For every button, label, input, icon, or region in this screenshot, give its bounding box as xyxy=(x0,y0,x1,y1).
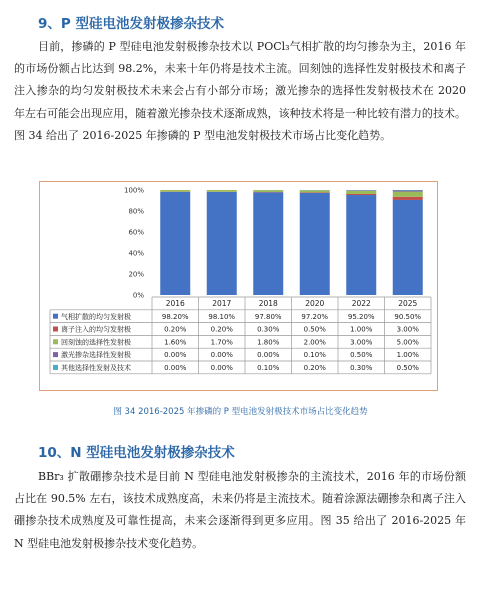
bar-segment xyxy=(393,200,423,295)
data-label: 5.00% xyxy=(396,338,419,347)
bar-segment xyxy=(393,190,423,191)
bar-segment xyxy=(253,192,283,295)
legend-swatch xyxy=(53,365,58,370)
data-label: 0.10% xyxy=(303,351,326,360)
data-label: 0.50% xyxy=(350,351,373,360)
data-label: 0.20% xyxy=(164,325,187,334)
bar-segment xyxy=(346,190,376,191)
bar-segment xyxy=(160,192,190,295)
x-tick-label: 2025 xyxy=(398,299,418,309)
data-label: 97.80% xyxy=(254,312,282,321)
bar-segment xyxy=(346,191,376,194)
y-tick-label: 100% xyxy=(123,186,144,195)
section-9-heading: 9、P 型硅电池发射极掺杂技术 xyxy=(38,16,224,32)
y-tick-label: 80% xyxy=(128,207,144,216)
x-tick-label: 2018 xyxy=(258,299,278,309)
legend-swatch xyxy=(53,314,58,319)
x-tick-label: 2017 xyxy=(212,299,232,309)
data-label: 3.00% xyxy=(350,338,373,347)
data-label: 0.00% xyxy=(164,351,187,360)
data-label: 0.30% xyxy=(350,364,373,372)
data-label: 1.00% xyxy=(396,351,419,360)
legend-label: 气相扩散的均匀发射极 xyxy=(61,312,131,321)
bar-segment xyxy=(346,195,376,295)
bar-segment xyxy=(300,193,330,295)
legend-label: 离子注入的均匀发射极 xyxy=(61,325,131,334)
data-label: 98.10% xyxy=(208,312,236,321)
data-label: 90.50% xyxy=(394,312,422,321)
data-label: 0.20% xyxy=(210,325,233,334)
data-label: 0.50% xyxy=(303,325,326,334)
x-tick-label: 2022 xyxy=(351,299,371,309)
data-label: 1.80% xyxy=(257,338,280,347)
bar-segment xyxy=(300,192,330,193)
y-tick-label: 0% xyxy=(132,291,144,300)
section-10-paragraph: BBr₃ 扩散硼掺杂技术是目前 N 型硅电池发射极掺杂的主流技术，2016 年的市场份额占比在 90.5% 左右，该技术成熟度高，未来仍将是主流技术。随着涂源法硼掺杂和离子注入硼掺杂技术成熟度及可靠性提高，未来会逐渐得到更多应用。图 35 给出了 2016-2025 年 N 型硅电池发射极掺杂技术变化趋势。 xyxy=(14,470,466,550)
data-label: 3.00% xyxy=(396,325,419,334)
legend-label: 激光掺杂选择性发射极 xyxy=(61,351,131,360)
data-label: 0.00% xyxy=(210,351,233,360)
bar-segment xyxy=(253,190,283,192)
section-9-paragraph: 目前，掺磷的 P 型硅电池发射极掺杂技术以 POCl₃气相扩散的均匀掺杂为主，2016 年的市场份额占比达到 98.2%，未来十年仍将是技术主流。回刻蚀的选择性发射极技术和离子注入掺杂的均匀发射极技术未来会占有小部分市场；激光掺杂的选择性发射极技术在 2020 年左右可能会出现应用，随着激光掺杂技术逐渐成熟，该种技术将是一种比较有潜力的技术。图 34 给出了 2016-2025 年掺磷的 P 型电池发射极技术市场占比变化趋势。 xyxy=(14,40,466,142)
bar-segment xyxy=(160,190,190,192)
bar-segment xyxy=(207,190,237,192)
data-label: 98.20% xyxy=(161,312,189,321)
data-label: 1.00% xyxy=(350,325,373,334)
bar-segment xyxy=(346,194,376,195)
legend-label: 回刻蚀的选择性发射极 xyxy=(61,338,131,347)
data-label: 0.20% xyxy=(303,364,326,372)
section-10-heading: 10、N 型硅电池发射极掺杂技术 xyxy=(38,445,235,461)
data-label: 0.30% xyxy=(257,325,280,334)
y-tick-label: 20% xyxy=(128,270,144,279)
data-label: 95.20% xyxy=(347,312,375,321)
stacked-bar-chart xyxy=(40,182,436,389)
y-tick-label: 40% xyxy=(128,249,144,258)
data-label: 1.70% xyxy=(210,338,233,347)
legend-swatch xyxy=(53,327,58,332)
bar-segment xyxy=(393,191,423,192)
data-label: 0.00% xyxy=(257,351,280,360)
data-label: 97.20% xyxy=(301,312,329,321)
y-tick-label: 60% xyxy=(128,228,144,237)
data-label: 0.10% xyxy=(257,364,280,372)
legend-swatch xyxy=(53,339,58,344)
data-label: 0.00% xyxy=(210,364,233,372)
figure-34-caption: 图 34 2016-2025 年掺磷的 P 型电池发射极技术市场占比变化趋势 xyxy=(113,407,368,417)
legend-swatch xyxy=(53,352,58,357)
x-tick-label: 2020 xyxy=(305,299,325,309)
data-label: 0.50% xyxy=(396,364,419,372)
data-label: 0.00% xyxy=(164,364,187,372)
bar-segment xyxy=(393,197,423,200)
legend-label: 其他选择性发射及技术 xyxy=(61,364,131,372)
bar-segment xyxy=(300,190,330,192)
data-label: 2.00% xyxy=(303,338,326,347)
bar-segment xyxy=(207,192,237,295)
chart-container xyxy=(39,181,438,391)
data-label: 1.60% xyxy=(164,338,187,347)
x-tick-label: 2016 xyxy=(165,299,185,309)
bar-segment xyxy=(393,192,423,197)
